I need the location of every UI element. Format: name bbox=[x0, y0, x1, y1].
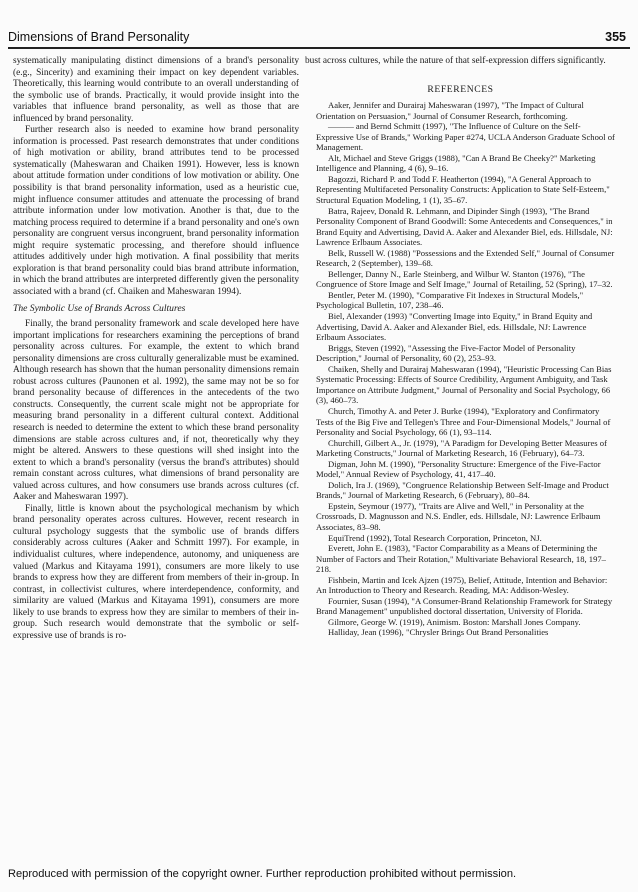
running-title: Dimensions of Brand Personality bbox=[8, 30, 190, 44]
header-rule bbox=[8, 47, 630, 49]
reference-entry: Belk, Russell W. (1988) "Possessions and the Extended Self," Journal of Consumer Research, 2 (September), 139–68. bbox=[316, 247, 615, 269]
page-number: 355 bbox=[605, 30, 626, 44]
right-column bbox=[305, 56, 616, 638]
reference-entry: Everett, John E. (1983), "Factor Comparability as a Means of Determining the Number of Factors and Their Rotation," Multivariate Behavioral Research, 18, 197–218. bbox=[316, 543, 606, 575]
reference-entry: Batra, Rajeev, Donald R. Lehmann, and Dipinder Singh (1993), "The Brand Personality Component of Brand Goodwill: Some Antecedents and Consequences," in Brand Equity and Advertising, David A. Aaker and Alexander Biel, eds. Hillsdale, NJ: Lawrence Erlbaum Associates. bbox=[316, 205, 613, 248]
body-paragraph: bust across cultures, while the nature of that self-expression differs significantly. bbox=[305, 56, 606, 66]
reference-entry: Gilmore, George W. (1919), Animism. Boston: Marshall Jones Company. bbox=[328, 616, 581, 627]
reference-entry: Alt, Michael and Steve Griggs (1988), "Can A Brand Be Cheeky?" Marketing Intelligence and Planning, 4 (6), 9–16. bbox=[316, 152, 596, 174]
reference-entry: EquiTrend (1992), Total Research Corporation, Princeton, NJ. bbox=[328, 532, 542, 543]
reference-entry: Churchill, Gilbert A., Jr. (1979), "A Paradigm for Developing Better Measures of Marketing Constructs," Journal of Marketing Research, 16 (February), 64–73. bbox=[316, 437, 607, 459]
left-column bbox=[13, 56, 299, 642]
body-paragraph: Finally, little is known about the psychological mechanism by which brand personality operates across cultures. However, recent research in cultural psychology suggests that the symbolic use of brands differs considerably across cultures (Aaker and Schmitt 1997). For example, in individualist cultures, where independence, autonomy, and uniqueness are valued (Markus and Kitayama 1991), consumers are more likely to use brands to express how they are different from members of their in-group. In contrast, in collectivist cultures, where interdependence, conformity, and similarity are valued (Markus and Kitayama 1991), consumers are more likely to use brands to express how they are similar to members of their in-group. Such research would demonstrate that the symbolic or self-expressive use of brands is ro- bbox=[13, 503, 299, 641]
references-heading: REFERENCES bbox=[427, 83, 494, 95]
reference-entry: ——— and Bernd Schmitt (1997), "The Influence of Culture on the Self-Expressive Use of Brands," Working Paper #274, UCLA Anderson Graduate School of Management. bbox=[316, 121, 615, 153]
section-heading: The Symbolic Use of Brands Across Cultures bbox=[13, 303, 186, 315]
reference-entry: Bagozzi, Richard P. and Todd F. Heatherton (1994), "A General Approach to Representing Multifaceted Personality Constructs: Application to State Self-Esteem," Structural Equation Modeling, 1 (1), 35–67. bbox=[316, 173, 610, 206]
reference-entry: Briggs, Steven (1992), "Assessing the Five-Factor Model of Personality Description," Journal of Personality, 60 (2), 253–93. bbox=[316, 342, 576, 364]
reference-entry: Dolich, Ira J. (1969), "Congruence Relationship Between Self-Image and Product Brands," Journal of Marketing Research, 6 (February), 80–84. bbox=[316, 479, 609, 501]
body-paragraph: systematically manipulating distinct dimensions of a brand's personality (e.g., Sincerity) and examining their impact on key dependent variables. Theoretically, this learning would contribute to an overall understanding of the symbolic use of brands. Practically, it would provide insight into the variables that influence brand personality, as well as those that are influenced by brand personality. bbox=[13, 56, 299, 124]
reference-entry: Chaiken, Shelly and Durairaj Maheswaran (1994), "Heuristic Processing Can Bias Systematic Processing: Effects of Source Credibility, Argument Ambiguity, and Task Importance on Attribute Judgment," Journal of Personality and Social Psychology, 66 (3), 460–73. bbox=[316, 363, 612, 406]
page-header bbox=[8, 30, 626, 48]
reference-entry: Bentler, Peter M. (1990), "Comparative Fit Indexes in Structural Models," Psychological Bulletin, 107, 238–46. bbox=[316, 289, 584, 311]
reference-list bbox=[305, 100, 616, 638]
reference-entry: Bellenger, Danny N., Earle Steinberg, and Wilbur W. Stanton (1976), "The Congruence of Store Image and Self Image," Journal of Retailing, 52 (Spring), 17–32. bbox=[316, 268, 613, 290]
reference-entry: Biel, Alexander (1993) "Converting Image into Equity," in Brand Equity and Advertising, David A. Aaker and Alexander Biel, eds. Hillsdale, NJ: Lawrence Erlbaum Associates. bbox=[316, 311, 593, 343]
reference-entry: Epstein, Seymour (1977), "Traits are Alive and Well," in Personality at the Crossroads, D. Magnusson and N.S. Endler, eds. Hillsdale, NJ: Lawrence Erlbaum Associates, 83–98. bbox=[316, 500, 601, 532]
reference-entry: Aaker, Jennifer and Durairaj Maheswaran (1997), "The Impact of Cultural Orientation on Persuasion," Journal of Consumer Research, forthcoming. bbox=[316, 100, 584, 121]
copyright-notice: Reproduced with permission of the copyright owner. Further reproduction prohibited without permission. bbox=[8, 868, 517, 880]
body-paragraph: Finally, the brand personality framework and scale developed here have important implications for researchers examining the perceptions of brand personality across cultures. For example, the extent to which brand personality dimensions are cross culturally generalizable must be examined. Although research has shown that the human personality dimensions remain robust across cultures (Paunonen et al. 1992), the same may not be so for brand personality because of differences in the antecedents of the two constructs. Consequently, the current scale might not be appropriate for measuring brand personality in a different cultural context. Additional research is needed to determine the extent to which these brand personality dimensions are stable across cultures and, if not, theoretically why they might be altered. Answers to these questions will shed insight into the extent to which a brand's personality (versus the brand's attributes) should remain constant across cultures, what dimensions of brand personality are valued across cultures, and how consumers use brands across cultures (cf. Aaker and Maheswaran 1997). bbox=[13, 319, 299, 503]
reference-entry: Fishbein, Martin and Icek Ajzen (1975), Belief, Attitude, Intention and Behavior: An Introduction to Theory and Research. Reading, MA: Addison-Wesley. bbox=[316, 574, 608, 596]
reference-entry: Digman, John M. (1990), "Personality Structure: Emergence of the Five-Factor Model," Annual Review of Psychology, 41, 417–40. bbox=[316, 458, 601, 480]
reference-entry: Halliday, Jean (1996), "Chrysler Brings Out Brand Personalities bbox=[328, 627, 549, 638]
reference-entry: Fournier, Susan (1994), "A Consumer-Brand Relationship Framework for Strategy Brand Management" unpublished doctoral dissertation, University of Florida. bbox=[316, 595, 613, 617]
reference-entry: Church, Timothy A. and Peter J. Burke (1994), "Exploratory and Confirmatory Tests of the Big Five and Tellegen's Three and Four-Dimensional Models," Journal of Personality and Social Psychology, 66 (1), 93–114. bbox=[316, 405, 611, 438]
body-paragraph: Further research also is needed to examine how brand personality information is processed. Past research demonstrates that under conditions of high motivation or ability, brand attributes tend to be processed systematically (Maheswaran and Chaiken 1991). However, less is known about attitude formation under conditions of low motivation or ability. One possibility is that brand personality information, used as a heuristic cue, might influence consumer attitudes and attenuate the processing of brand attribute information under low motivation. Another is that, due to the matching process required to determine if a brand personality and one's own personality are congruent versus incongruent, brand personality information might require systematic processing, and therefore should influence attitudes additively under high motivation. A final possibility that merits exploration is that brand personality could bias brand attribute information, in which the brand attributes are interpreted differently given the personality associated with a brand (cf. Chaiken and Maheswaran 1994). bbox=[13, 125, 299, 297]
